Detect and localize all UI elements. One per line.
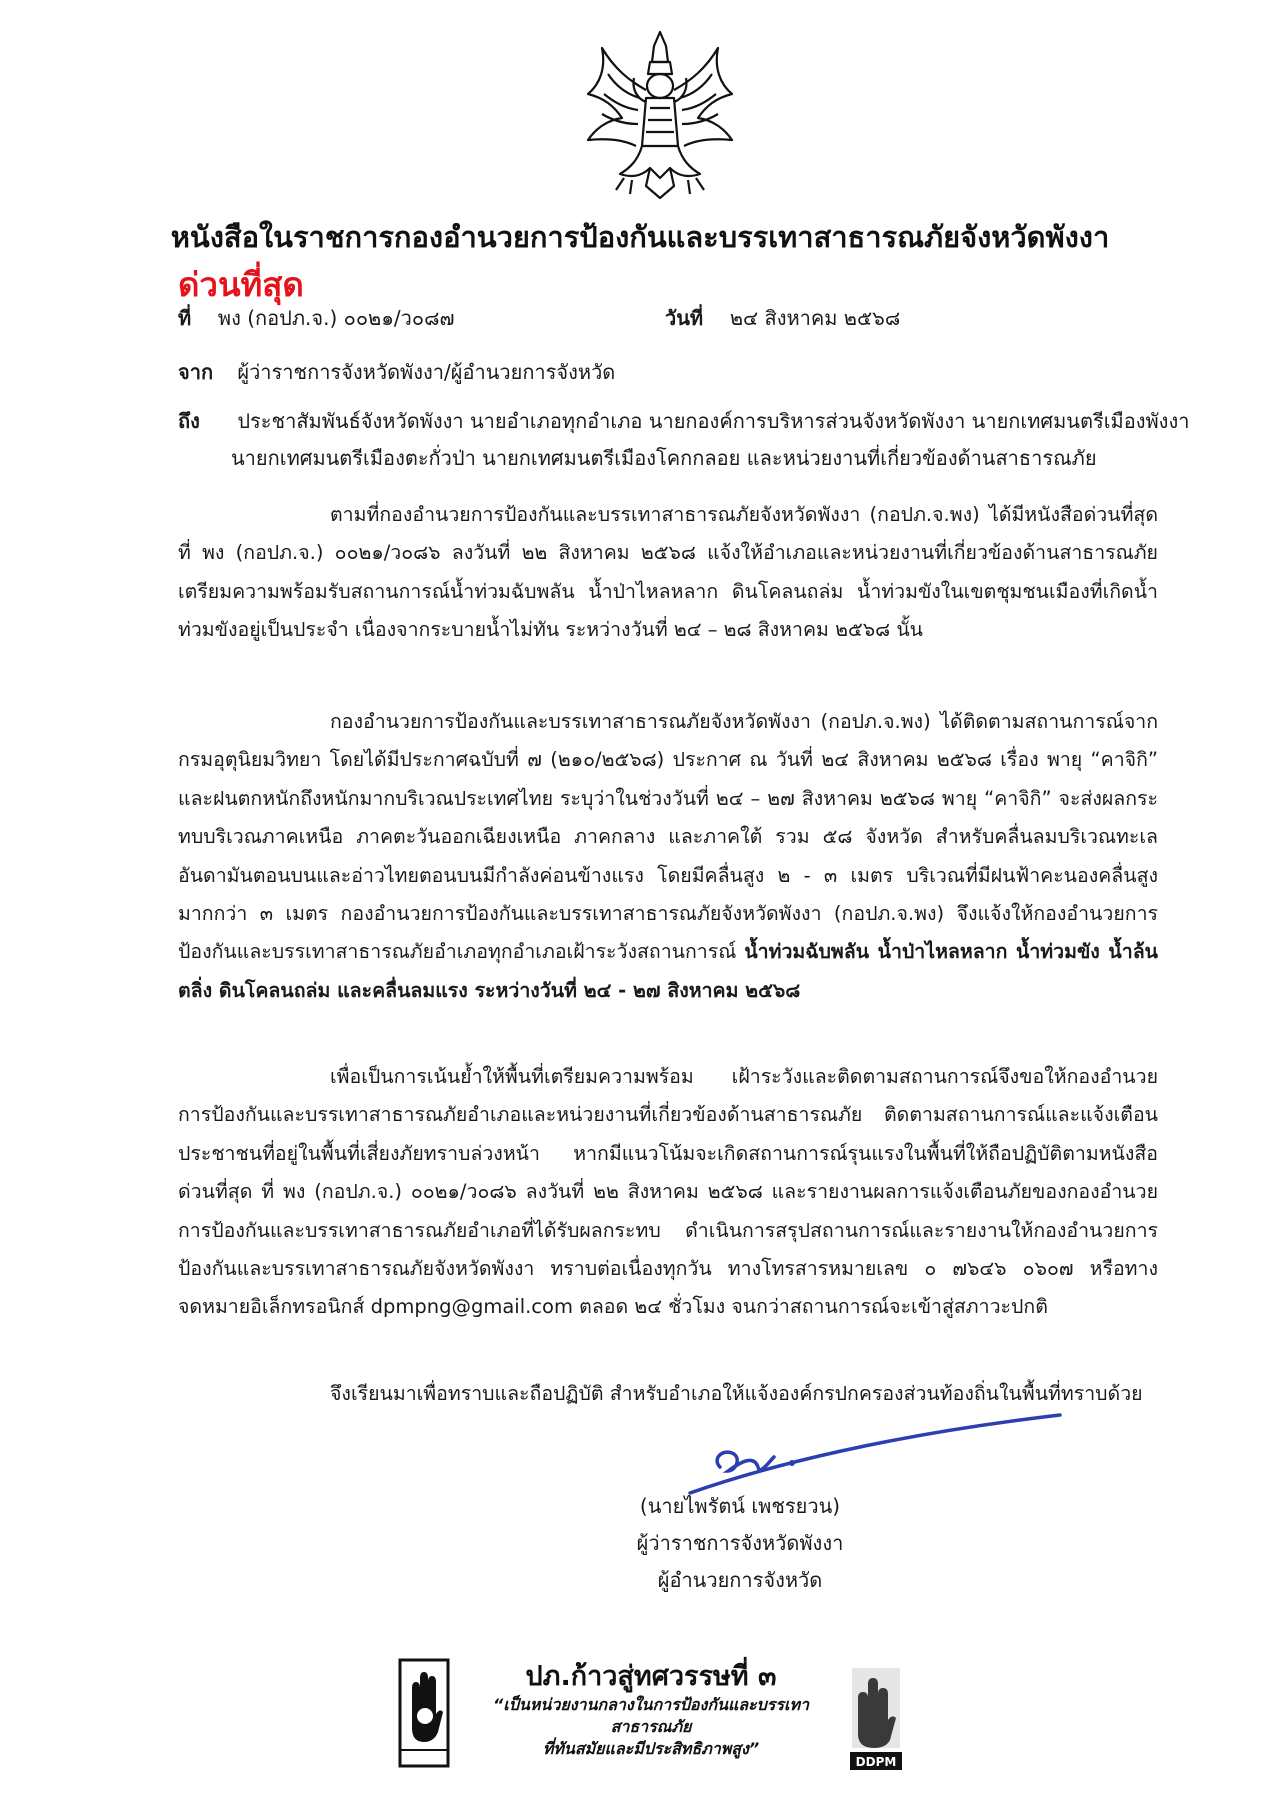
paragraph-2	[178, 703, 1158, 1010]
date-label: วันที่	[665, 306, 704, 330]
signature-block	[540, 1488, 940, 1599]
signer-position-2: ผู้อำนวยการจังหวัด	[657, 1568, 823, 1592]
paragraph-2-text: กองอำนวยการป้องกันและบรรเทาสาธารณภัยจังหวัดพังงา (กอปภ.จ.พง) ได้ติดตามสถานการณ์จากกรมอุตุนิยมวิทยา โดยได้มีประกาศฉบับที่ ๗ (๒๑๐/๒๕๖๘) ประกาศ ณ วันที่ ๒๔ สิงหาคม ๒๕๖๘ เรื่อง พายุ “คาจิกิ” และฝนตกหนักถึงหนักมากบริเวณประเทศไทย ระบุว่าในช่วงวันที่ ๒๔ – ๒๗ สิงหาคม ๒๕๖๘ พายุ “คาจิกิ” จะส่งผลกระทบบริเวณภาคเหนือ ภาคตะวันออกเฉียงเหนือ ภาคกลาง และภาคใต้ รวม ๕๘ จังหวัด สำหรับคลื่นลมบริเวณทะเลอันดามันตอนบนและอ่าวไทยตอนบนมีกำลังค่อนข้างแรง โดยมีคลื่นสูง ๒ - ๓ เมตร บริเวณที่มีฝนฟ้าคะนองคลื่นสูงมากกว่า ๓ เมตร กองอำนวยการป้องกันและบรรเทาสาธารณภัยจังหวัดพังงา (กอปภ.จ.พง) จึงแจ้งให้กองอำนวยการป้องกันและบรรเทาสาธารณภัยอำเภอทุกอำเภอเฝ้าระวังสถานการณ์	[178, 710, 1158, 964]
ref-line	[178, 303, 455, 333]
ddpm-hand-logo-icon	[398, 1658, 450, 1768]
to-value-line2: นายกเทศมนตรีเมืองตะกั่วป่า นายกเทศมนตรีเมืองโคกกลอย และหน่วยงานที่เกี่ยวข้องด้านสาธารณภัย	[231, 446, 1097, 470]
signer-position-1: ผู้ว่าราชการจังหวัดพังงา	[636, 1531, 844, 1555]
to-value-line1: ประชาสัมพันธ์จังหวัดพังงา นายอำเภอทุกอำเภอ นายกองค์การบริหารส่วนจังหวัดพังงา นายกเทศมนตรีเมืองพังงา	[237, 409, 1190, 433]
from-label: จาก	[178, 360, 214, 384]
footer-motto	[456, 1660, 846, 1760]
signer-name: (นายไพรัตน์ เพชรยวน)	[639, 1494, 841, 1518]
paragraph-3-text: เพื่อเป็นการเน้นย้ำให้พื้นที่เตรียมความพร้อม เฝ้าระวังและติดตามสถานการณ์จึงขอให้กองอำนวยการป้องกันและบรรเทาสาธารณภัยอำเภอและหน่วยงานที่เกี่ยวข้องด้านสาธารณภัย ติดตามสถานการณ์และแจ้งเตือนประชาชนที่อยู่ในพื้นที่เสี่ยงภัยทราบล่วงหน้า หากมีแนวโน้มจะเกิดสถานการณ์รุนแรงในพื้นที่ให้ถือปฏิบัติตามหนังสือด่วนที่สุด ที่ พง (กอปภ.จ.) ๐๐๒๑/ว๐๘๖ ลงวันที่ ๒๒ สิงหาคม ๒๕๖๘ และรายงานผลการแจ้งเตือนภัยของกองอำนวยการป้องกันและบรรเทาสาธารณภัยอำเภอที่ได้รับผลกระทบ ดำเนินการสรุปสถานการณ์และรายงานให้กองอำนวยการป้องกันและบรรเทาสาธารณภัยจังหวัดพังงา ทราบต่อเนื่องทุกวัน ทางโทรสารหมายเลข ๐ ๗๖๔๖ ๐๖๐๗ หรือทางจดหมายอิเล็กทรอนิกส์ dpmpng@gmail.com ตลอด ๒๔ ชั่วโมง จนกว่าสถานการณ์จะเข้าสู่สภาวะปกติ	[178, 1065, 1158, 1319]
date-line	[665, 303, 900, 333]
urgency-label: ด่วนที่สุด	[178, 265, 304, 304]
signature-icon	[650, 1405, 1070, 1500]
body-paragraph-3	[178, 1058, 1158, 1327]
paragraph-4-text: จึงเรียนมาเพื่อทราบและถือปฏิบัติ สำหรับอำเภอให้แจ้งองค์กรปกครองส่วนท้องถิ่นในพื้นที่ทราบด้วย	[330, 1382, 1143, 1405]
footer-title: ปภ.ก้าวสู่ทศวรรษที่ ๓	[525, 1661, 777, 1692]
paragraph-2-bold: น้ำท่วมฉับพลัน น้ำป่าไหลหลาก น้ำท่วมขัง น้ำล้นตลิ่ง ดินโคลนถล่ม และคลื่นลมแรง ระหว่างวันที่ ๒๔ - ๒๗ สิงหาคม ๒๕๖๘	[178, 940, 1158, 1002]
ddpm-logo-text: DDPM	[855, 1755, 897, 1769]
from-value: ผู้ว่าราชการจังหวัดพังงา/ผู้อำนวยการจังหวัด	[237, 360, 616, 384]
garuda-emblem-icon	[580, 28, 740, 204]
date-value: ๒๔ สิงหาคม ๒๕๖๘	[729, 306, 901, 330]
ref-value: พง (กอปภ.จ.) ๐๐๒๑/ว๐๘๗	[217, 306, 455, 330]
to-label: ถึง	[178, 409, 200, 433]
to-line	[178, 406, 1189, 436]
footer-slogan-line-1: “เป็นหน่วยงานกลางในการป้องกันและบรรเทาสาธารณภัย	[492, 1695, 809, 1736]
body-paragraph-1	[178, 496, 1158, 650]
document-title: หนังสือในราชการกองอำนวยการป้องกันและบรรเทาสาธารณภัยจังหวัดพังงา	[170, 220, 1110, 254]
ddpm-logo-icon	[848, 1664, 904, 1774]
body-paragraph-2	[178, 703, 1158, 1010]
from-line	[178, 357, 615, 387]
to-line-continuation	[231, 443, 1097, 473]
footer-slogan-line-2: ที่ทันสมัยและมีประสิทธิภาพสูง”	[542, 1739, 760, 1758]
ref-label: ที่	[178, 306, 192, 330]
paragraph-1-text: ตามที่กองอำนวยการป้องกันและบรรเทาสาธารณภัยจังหวัดพังงา (กอปภ.จ.พง) ได้มีหนังสือด่วนที่สุด ที่ พง (กอปภ.จ.) ๐๐๒๑/ว๐๘๖ ลงวันที่ ๒๒ สิงหาคม ๒๕๖๘ แจ้งให้อำเภอและหน่วยงานที่เกี่ยวข้องด้านสาธารณภัย เตรียมความพร้อมรับสถานการณ์น้ำท่วมฉับพลัน น้ำป่าไหลหลาก ดินโคลนถล่ม น้ำท่วมขังในเขตชุมชนเมืองที่เกิดน้ำท่วมขังอยู่เป็นประจำ เนื่องจากระบายน้ำไม่ทัน ระหว่างวันที่ ๒๔ – ๒๘ สิงหาคม ๒๕๖๘ นั้น	[178, 503, 1158, 642]
